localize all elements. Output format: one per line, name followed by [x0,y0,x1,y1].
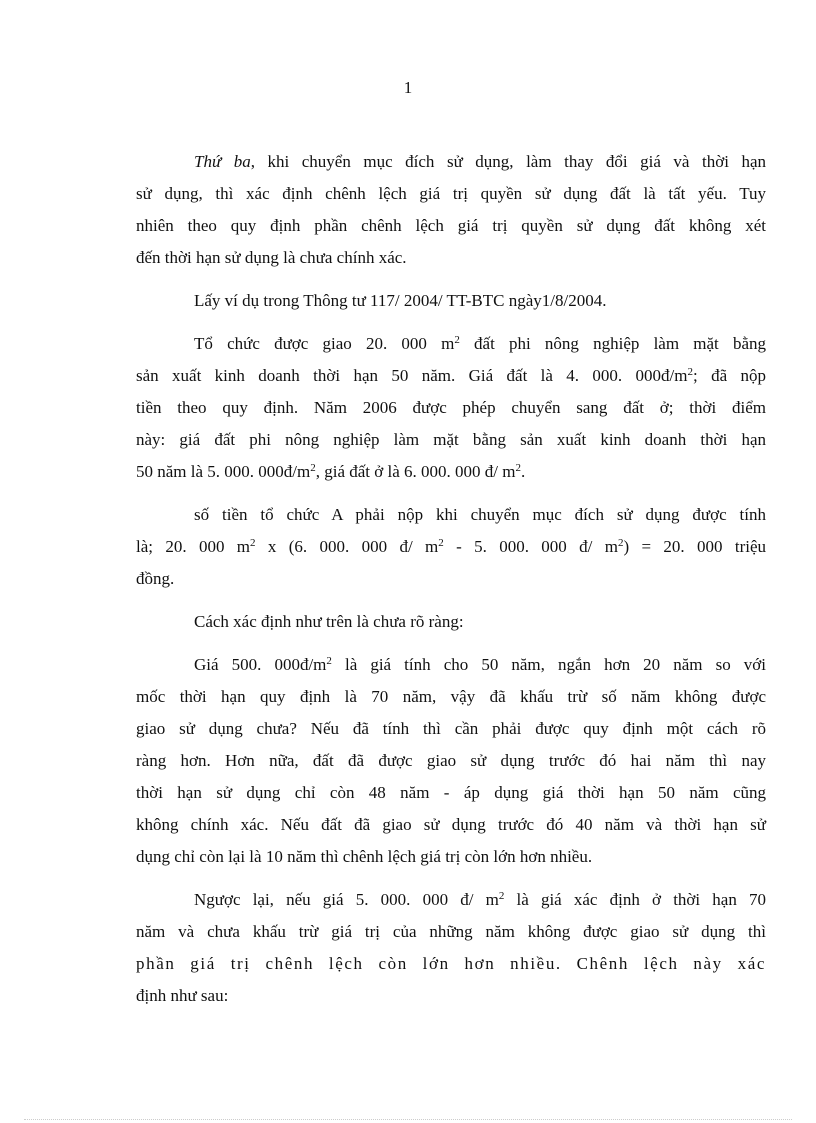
line [136,531,766,563]
paragraph-price-analysis [136,649,766,873]
line: năm và chưa khấu trừ giá trị của những năm không được giao sử dụng thì [136,922,766,941]
line: giao sử dụng chưa? Nếu đã tính thì cần phải được quy định một cách rõ [136,719,766,738]
line: sử dụng, thì xác định chênh lệch giá trị quyền sử dụng đất là tất yếu. Tuy [136,184,766,203]
line: không chính xác. Nếu đất đã giao sử dụng trước đó 40 năm và thời hạn sử [136,815,766,834]
text: x (6. 000. 000 đ/ m [255,537,439,556]
line: này: giá đất phi nông nghiệp làm mặt bằng sản xuất kinh doanh thời hạn [136,430,766,449]
line: đến thời hạn sử dụng là chưa chính xác. [136,248,407,267]
superscript: 2 [326,655,332,667]
superscript: 2 [310,462,316,474]
text: 50 năm là 5. 000. 000đ/m [136,462,311,481]
text: đất phi nông nghiệp làm mặt bằng [459,334,766,353]
text: , khi chuyển mục đích sử dụng, làm thay đổi giá và thời hạn [250,152,766,171]
line: dụng chỉ còn lại là 10 năm thì chênh lệch giá trị còn lớn hơn nhiều. [136,847,593,866]
document-body [136,146,766,1023]
text: Tổ chức được giao 20. 000 m [194,334,455,353]
superscript: 2 [617,537,624,549]
text: , giá đất ở là 6. 000. 000 đ/ m [315,462,516,481]
line: Cách xác định như trên là chưa rõ ràng: [194,612,464,631]
page-number: 1 [403,78,413,97]
line [136,360,766,392]
line [136,649,766,681]
text: Ngược lại, nếu giá 5. 000. 000 đ/ m [194,890,499,909]
superscript: 2 [454,334,460,346]
paragraph-conversely [136,884,766,1012]
line: mốc thời hạn quy định là 70 năm, vậy đã khấu trừ số năm không được [136,687,766,706]
line [136,456,766,488]
paragraph-calculation [136,499,766,595]
line: Lấy ví dụ trong Thông tư 117/ 2004/ TT-BTC ngày1/8/2004. [194,291,607,310]
italic-lead: Thứ ba [194,152,251,171]
text: Giá 500. 000đ/m [194,655,327,674]
paragraph-example-intro [136,285,766,317]
superscript: 2 [250,537,256,549]
line: tiền theo quy định. Năm 2006 được phép chuyển sang đất ở; thời điểm [136,398,766,417]
text: - 5. 000. 000 đ/ m [443,537,618,556]
text: là giá xác định ở thời hạn 70 [504,890,767,909]
text: ; đã nộp [692,366,766,385]
line: ràng hơn. Hơn nữa, đất đã được giao sử dụng trước đó hai năm thì nay [136,751,766,770]
text: . [520,462,526,481]
line [136,884,766,916]
line: định như sau: [136,986,229,1005]
superscript: 2 [515,462,521,474]
text: sản xuất kinh doanh thời hạn 50 năm. Giá đất là 4. 000. 000đ/m [136,366,688,385]
page-bottom-divider [24,1119,792,1120]
line: phần giá trị chênh lệch còn lớn hơn nhiều. Chênh lệch này xác [136,954,766,973]
superscript: 2 [687,366,693,378]
line: nhiên theo quy định phần chênh lệch giá trị quyền sử dụng đất không xét [136,216,766,235]
paragraph-thu-ba [136,146,766,274]
line [136,328,766,360]
line: số tiền tổ chức A phải nộp khi chuyển mục đích sử dụng được tính [194,505,766,524]
paragraph-unclear [136,606,766,638]
line: đồng. [136,569,175,588]
text: là giá tính cho 50 năm, ngắn hơn 20 năm so với [331,655,766,674]
text: là; 20. 000 m [136,537,251,556]
line: thời hạn sử dụng chỉ còn 48 năm - áp dụng giá thời hạn 50 năm cũng [136,783,766,802]
line [136,146,766,178]
paragraph-example-body [136,328,766,488]
superscript: 2 [498,890,505,902]
superscript: 2 [438,537,444,549]
text: ) = 20. 000 triệu [623,537,767,556]
